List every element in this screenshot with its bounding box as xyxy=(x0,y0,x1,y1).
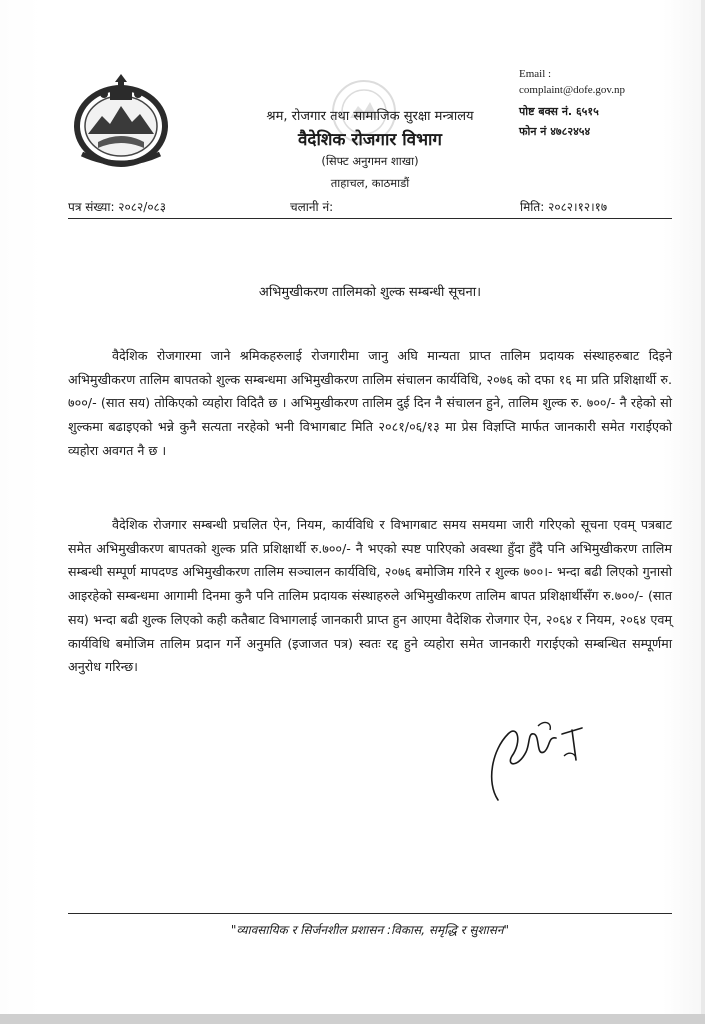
ministry-name: श्रम, रोजगार तथा सामाजिक सुरक्षा मन्त्रालय xyxy=(266,109,474,124)
email-label: Email : xyxy=(519,68,552,80)
letter-number: पत्र संख्या: २०८२/०८३ xyxy=(68,200,167,214)
scan-edge xyxy=(701,0,705,1024)
phone-number: फोन नं ४७८२४५४ xyxy=(519,125,591,138)
letter-date: मिति: २०८२।१२।१७ xyxy=(520,200,608,214)
header-divider xyxy=(68,218,672,219)
subject-line: अभिमुखीकरण तालिमको शुल्क सम्बन्धी सूचना। xyxy=(258,285,482,300)
office-address: ताहाचल, काठमाडौं xyxy=(330,176,410,190)
section-name: (सिफ्ट अनुगमन शाखा) xyxy=(321,154,419,168)
body-paragraph: वैदेशिक रोजगारमा जाने श्रमिकहरुलाई रोजगारीमा जानु अघि मान्यता प्राप्त तालिम प्रदायक संस्थाहरुबाट दिइने अभिमुखीकरण तालिम बापतको शुल्क सम्बन्धमा अभिमुखीकरण तालिम संचालन कार्यविधि, २०७६ को दफा १६ मा प्रति प्रशिक्षार्थी रु. ७००/- (सात सय) तोकिएको व्यहोरा विदितै छ । अभिमुखीकरण तालिम दुई दिन नै संचालन हुने, तालिम शुल्क रु. ७००/- नै रहेको सो शुल्कमा बढाइएको भन्ने कुनै सत्यता नरहेको भनी विभागबाट मिति २०८१/०६/१३ मा प्रेस विज्ञप्ति मार्फत जानकारी समेत गराईएको व्यहोरा अवगत नै छ । xyxy=(68,348,672,458)
footer-divider xyxy=(68,913,672,914)
email-address: complaint@dofe.gov.np xyxy=(519,84,625,96)
dispatch-number: चलानी नं: xyxy=(290,200,334,214)
department-name: वैदेशिक रोजगार विभाग xyxy=(297,130,442,150)
body-paragraph: वैदेशिक रोजगार सम्बन्धी प्रचलित ऐन, नियम, कार्यविधि र विभागबाट समय समयमा जारी गरिएको सूचना एवम् पत्रबाट समेत अभिमुखीकरण बापतको शुल्क प्रति प्रशिक्षार्थी रु.७००/- नै भएको स्पष्ट पारिएको अवस्था हुँदा हुँदै पनि अभिमुखीकरण तालिम सम्बन्धी सम्पूर्ण मापदण्ड अभिमुखीकरण तालिम सञ्चालन कार्यविधि, २०७६ बमोजिम गरिने र शुल्क ७००।- भन्दा बढी लिएको गुनासो आइरहेको सम्बन्धमा आगामी दिनमा कुनै पनि तालिम प्रदायक संस्थाहरुले अभिमुखीकरण तालिम बापत प्रशिक्षार्थीसँग रु.७००/- (सात सय) भन्दा बढी शुल्क लिएको कही कतैबाट विभागलाई जानकारी प्राप्त हुन आएमा वैदेशिक रोजगार ऐन, २०६४ र नियम, २०६४ एवम् कार्यविधि बमोजिम तालिम प्रदान गर्ने अनुमति (इजाजत पत्र) स्वतः रद्द हुने व्यहोरा समेत जानकारी गराईएको सम्बन्धित सम्पूर्णमा अनुरोध गरिन्छ। xyxy=(68,517,672,675)
handwritten-signature-icon xyxy=(478,712,598,804)
po-box: पोष्ट बक्स नं. ६५१५ xyxy=(519,105,599,118)
scan-bottom-edge xyxy=(0,1014,705,1024)
government-emblem-icon xyxy=(68,72,174,172)
footer-motto: "व्यावसायिक र सिर्जनशील प्रशासन :विकास, समृद्धि र सुशासन" xyxy=(230,923,510,937)
